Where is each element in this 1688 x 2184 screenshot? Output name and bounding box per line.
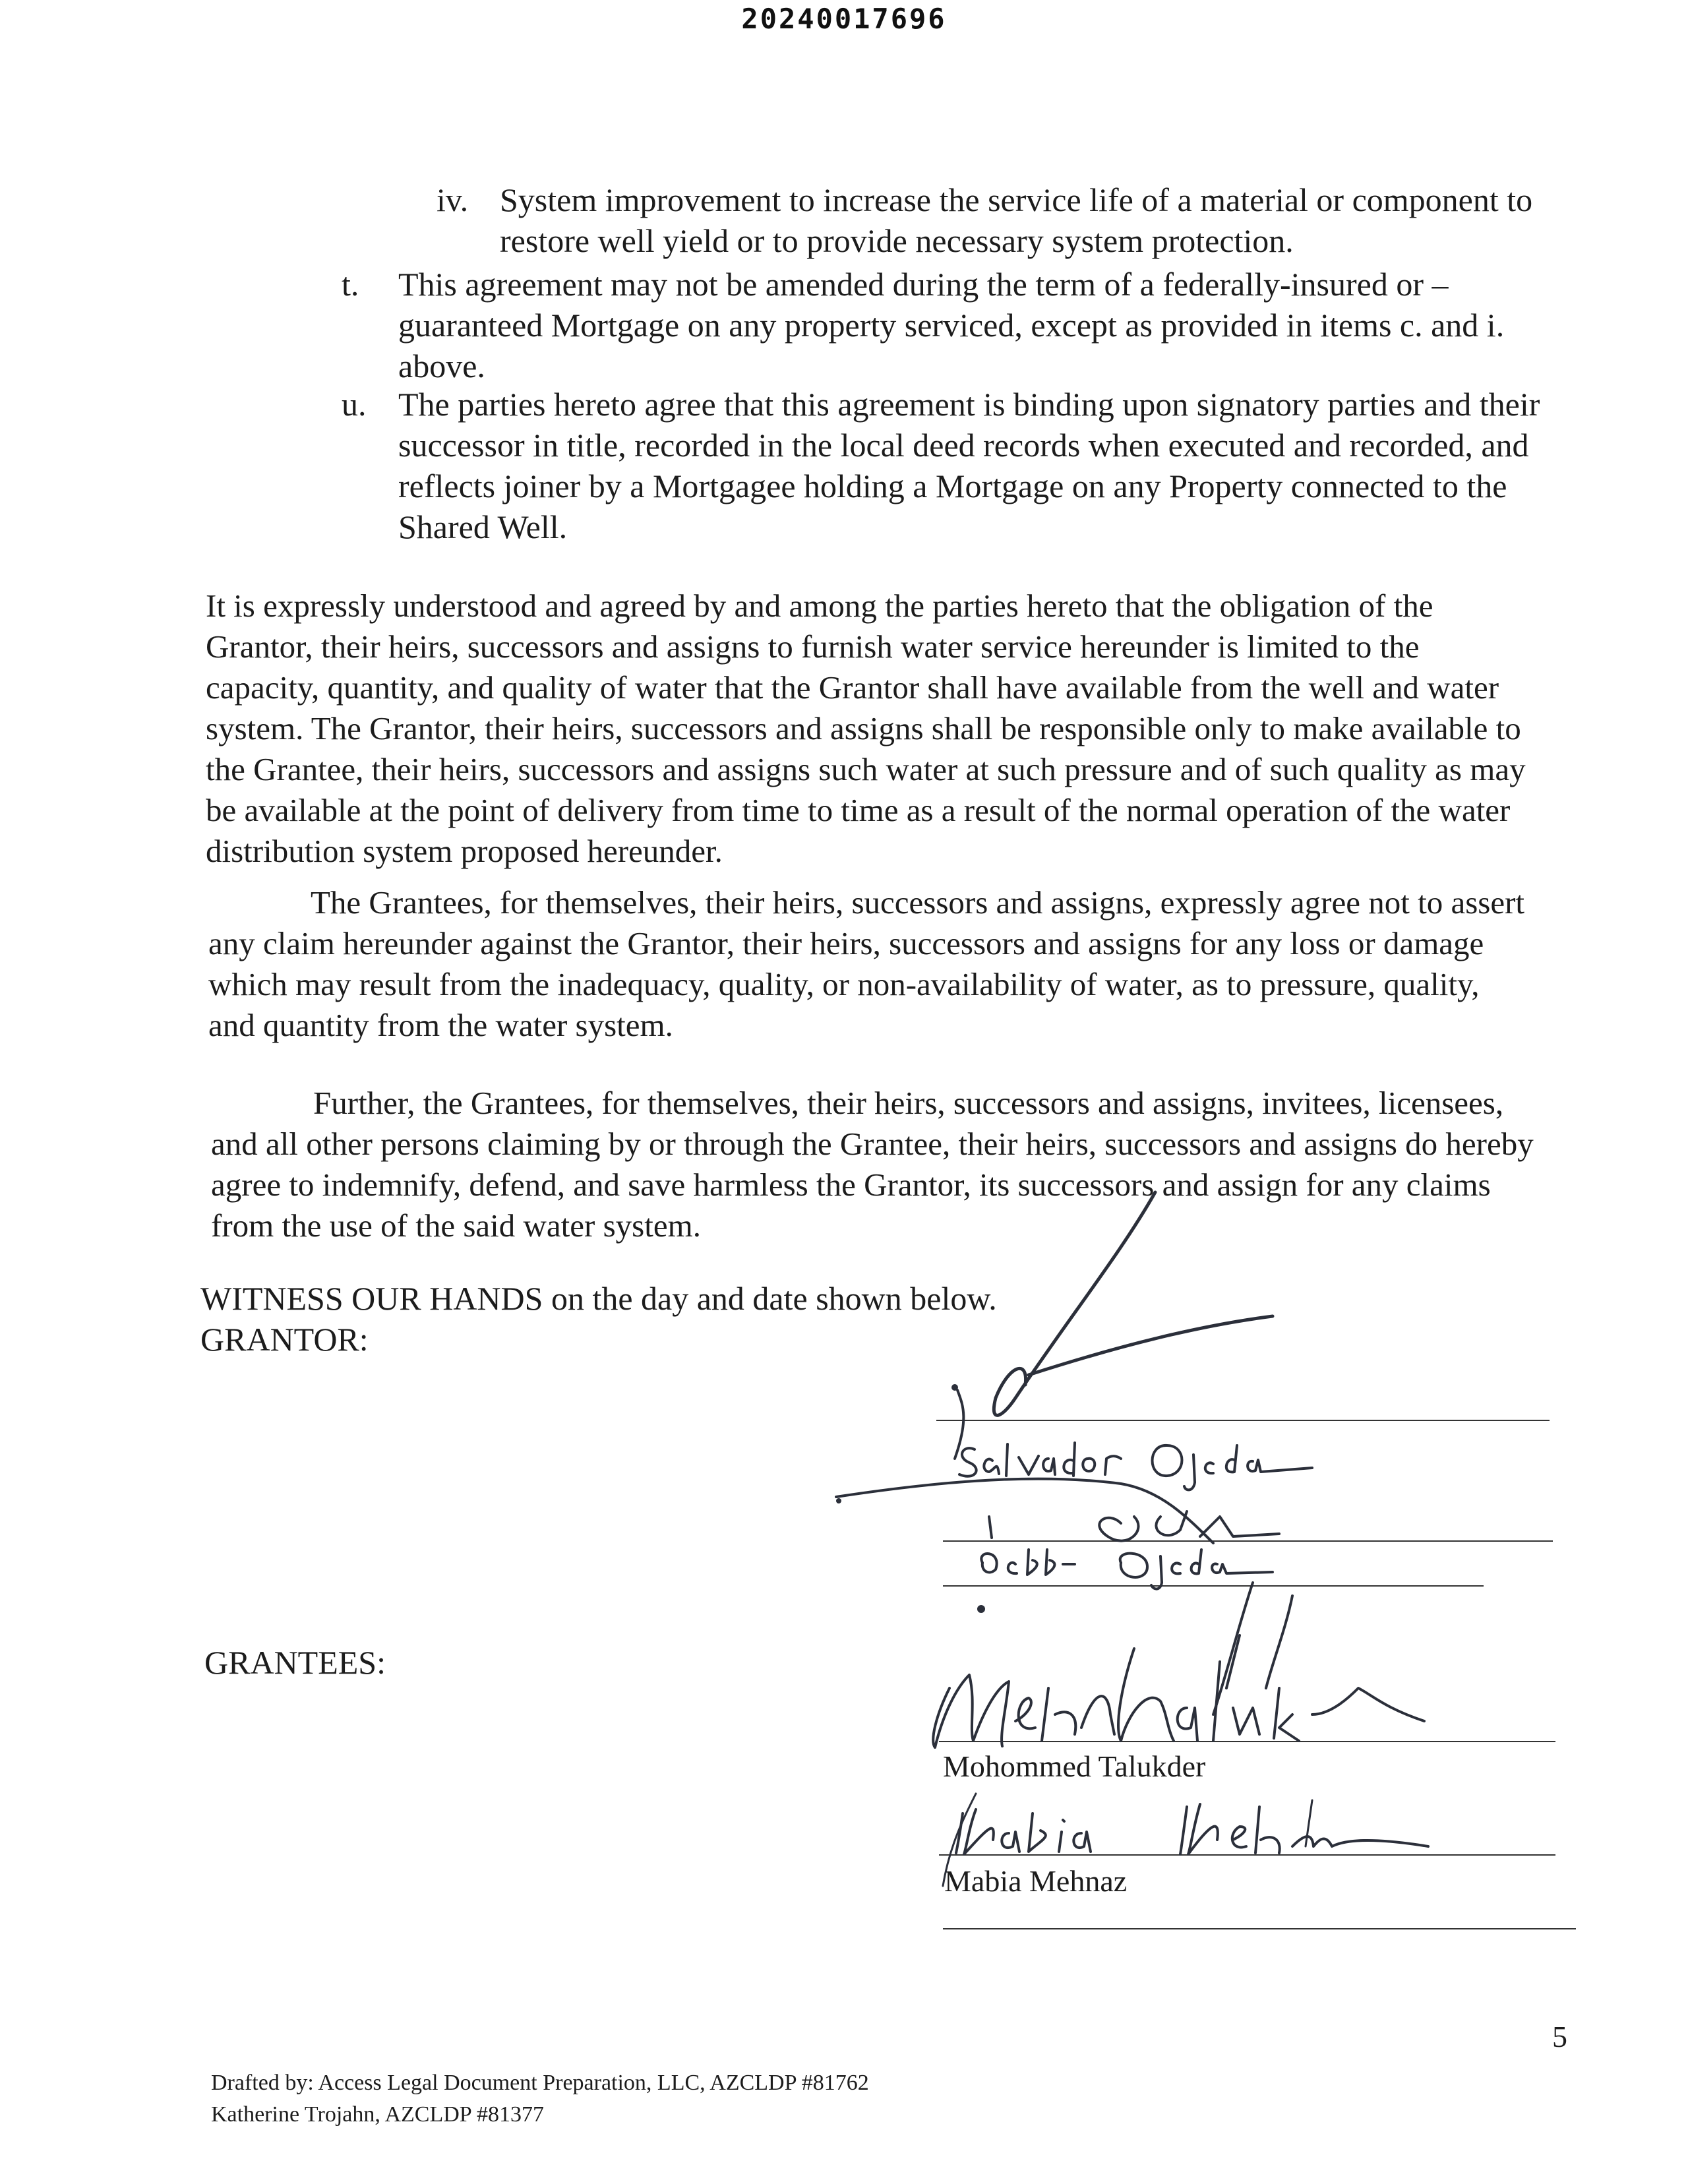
grantee-name-2: Mabia Mehnaz bbox=[944, 1864, 1128, 1898]
signature-line-grantor-1 bbox=[936, 1420, 1550, 1421]
list-item-text: This agreement may not be amended during the term of a federally-insured or – guaranteed Mortgage on any property serviced, except as provided in items c. and i. above. bbox=[398, 266, 1505, 384]
list-item-text: The parties hereto agree that this agreement is binding upon signatory parties and their successor in title, recorded in the local deed records when executed and recorded, and reflects joiner by a Mortgagee holding a Mortgage on any Property connected to the Shared Well. bbox=[398, 386, 1540, 545]
witness-statement: WITNESS OUR HANDS on the day and date shown below. bbox=[200, 1280, 997, 1317]
grantor-label: GRANTOR: bbox=[200, 1321, 369, 1358]
paragraph-no-claims: The Grantees, for themselves, their heirs, successors and assigns, expressly agree not to assert any claim hereunder against the Grantor, their heirs, successors and assigns for any loss or damage which may result from the inadequacy, quality, or non-availability of water, as to pressure, quality, and quantity from the water system. bbox=[208, 884, 1525, 1043]
list-marker: t. bbox=[342, 266, 359, 303]
handwritten-mabia-mehnaz bbox=[956, 1804, 1428, 1854]
grantees-label: GRANTEES: bbox=[204, 1644, 386, 1681]
list-item-text: System improvement to increase the service life of a material or component to restore well yield or to provide necessary system protection. bbox=[500, 181, 1533, 259]
drafted-by-line-1: Drafted by: Access Legal Document Preparation, LLC, AZCLDP #81762 bbox=[211, 2071, 869, 2095]
signature-line-grantor-2b bbox=[943, 1585, 1484, 1587]
signature-line-grantor-2 bbox=[943, 1540, 1553, 1542]
document-number: 20240017696 bbox=[741, 3, 947, 35]
page-number: 5 bbox=[1552, 2020, 1567, 2053]
list-item-iv bbox=[437, 179, 1557, 261]
handwritten-debbie-ojeda bbox=[836, 1479, 1213, 1543]
handwritten-mohommed-talukder bbox=[933, 1635, 1424, 1747]
signature-line-grantee-1 bbox=[939, 1741, 1555, 1742]
list-item-u bbox=[342, 384, 1560, 547]
drafted-by-line-2: Katherine Trojahn, AZCLDP #81377 bbox=[211, 2102, 544, 2127]
list-marker: iv. bbox=[437, 181, 469, 218]
list-marker: u. bbox=[342, 386, 367, 423]
list-item-t bbox=[342, 264, 1560, 386]
paragraph-water-capacity: It is expressly understood and agreed by and among the parties hereto that the obligation of the Grantor, their heirs, successors and assigns to furnish water service hereunder is limited to the capacity, quantity, and quality of water that the Grantor shall have available from the well and water system. The Grantor, their heirs, successors and assigns shall be responsible only to make available to the Grantee, their heirs, successors and assigns such water at such pressure and of such quality as may be available at the point of delivery from time to time as a result of the normal operation of the water distribution system proposed hereunder. bbox=[206, 588, 1526, 869]
grantee-name-1: Mohommed Talukder bbox=[943, 1749, 1206, 1783]
signature-line-blank bbox=[943, 1928, 1576, 1929]
handwritten-salvador-ojeda bbox=[959, 1443, 1312, 1490]
signature-line-grantee-2 bbox=[939, 1854, 1555, 1856]
paragraph-indemnify: Further, the Grantees, for themselves, their heirs, successors and assigns, invitees, licensees, and all other persons claiming by or through the Grantee, their heirs, successors and assigns do hereby agree to indemnify, defend, and save harmless the Grantor, its successors and assign for any claims from the use of the said water system. bbox=[211, 1085, 1534, 1244]
